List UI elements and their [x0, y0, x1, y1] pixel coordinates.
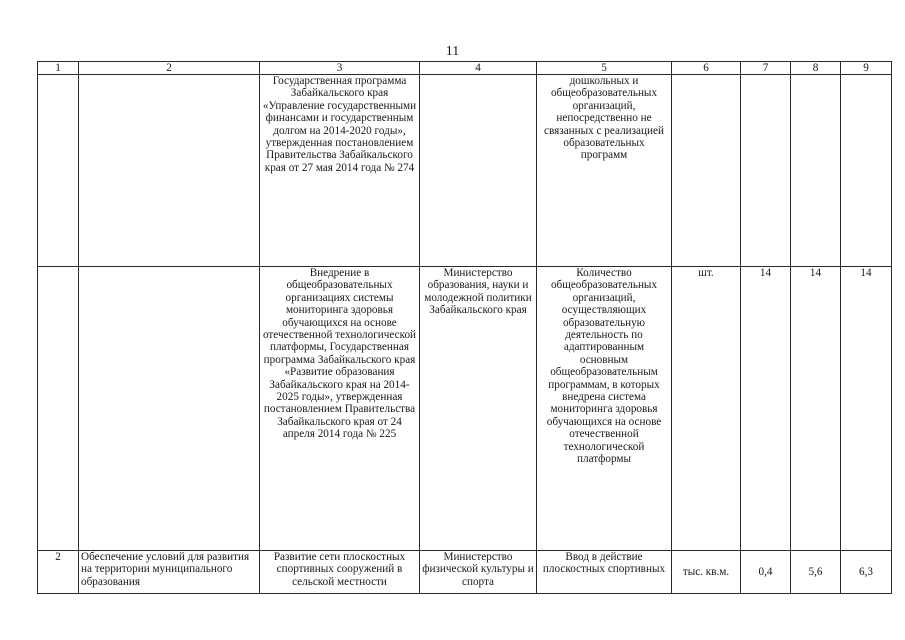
task-cell: [79, 267, 260, 551]
row-number-cell: [38, 267, 79, 551]
page-number: 11: [445, 44, 460, 59]
header-cell: 5: [537, 62, 672, 75]
data-table: [37, 61, 892, 594]
header-cell: 7: [741, 62, 791, 75]
value-cell-9: 14: [841, 267, 892, 551]
value-cell-8: 14: [791, 267, 841, 551]
measure-cell: Государственная программа Забайкальского края «Управление государственными финансами и государственным долгом на 2014-2020 годы», утвержденная постановлением Правительства Забайкальского края от 27 мая 2014 года № 274: [260, 75, 420, 267]
table-row: [38, 267, 892, 551]
value-cell-7: 14: [741, 267, 791, 551]
row-number-cell: [38, 75, 79, 267]
table-row: [38, 551, 892, 594]
table-header-row: [38, 62, 892, 75]
executor-cell: [420, 75, 537, 267]
value-cell-9: [841, 75, 892, 267]
header-cell: 1: [38, 62, 79, 75]
executor-cell: Министерство образования, науки и молодежной политики Забайкальского края: [420, 267, 537, 551]
header-cell: 3: [260, 62, 420, 75]
unit-cell: шт.: [672, 267, 741, 551]
unit-cell: [672, 75, 741, 267]
indicator-cell: Количество общеобразовательных организаций, осуществляющих образовательную деятельность по адаптированным основным общеобразовательным программам, в которых внедрена система мониторинга здоровья обучающихся на основе отечественной технологической платформы: [537, 267, 672, 551]
measure-cell: Развитие сети плоскостных спортивных сооружений в сельской местности: [260, 551, 420, 594]
value-cell-7: [741, 75, 791, 267]
measure-cell: Внедрение в общеобразовательных организациях системы мониторинга здоровья обучающихся на основе отечественной технологической платформы, Государственная программа Забайкальского края «Развитие образования Забайкальского края на 2014-2025 годы», утвержденная постановлением Правительства Забайкальского края от 24 апреля 2014 года № 225: [260, 267, 420, 551]
header-cell: 6: [672, 62, 741, 75]
header-cell: 4: [420, 62, 537, 75]
table-row: [38, 75, 892, 267]
value-cell-8: [791, 75, 841, 267]
value-cell-9: 6,3: [841, 551, 892, 594]
task-cell: Обеспечение условий для развития на территории муниципального образования: [79, 551, 260, 594]
row-number-cell: 2: [38, 551, 79, 594]
header-cell: 8: [791, 62, 841, 75]
unit-cell: тыс. кв.м.: [672, 551, 741, 594]
executor-cell: Министерство физической культуры и спорта: [420, 551, 537, 594]
task-cell: [79, 75, 260, 267]
header-cell: 9: [841, 62, 892, 75]
header-cell: 2: [79, 62, 260, 75]
indicator-cell: Ввод в действие плоскостных спортивных: [537, 551, 672, 594]
value-cell-8: 5,6: [791, 551, 841, 594]
value-cell-7: 0,4: [741, 551, 791, 594]
indicator-cell: дошкольных и общеобразовательных организаций, непосредственно не связанных с реализацией образовательных программ: [537, 75, 672, 267]
